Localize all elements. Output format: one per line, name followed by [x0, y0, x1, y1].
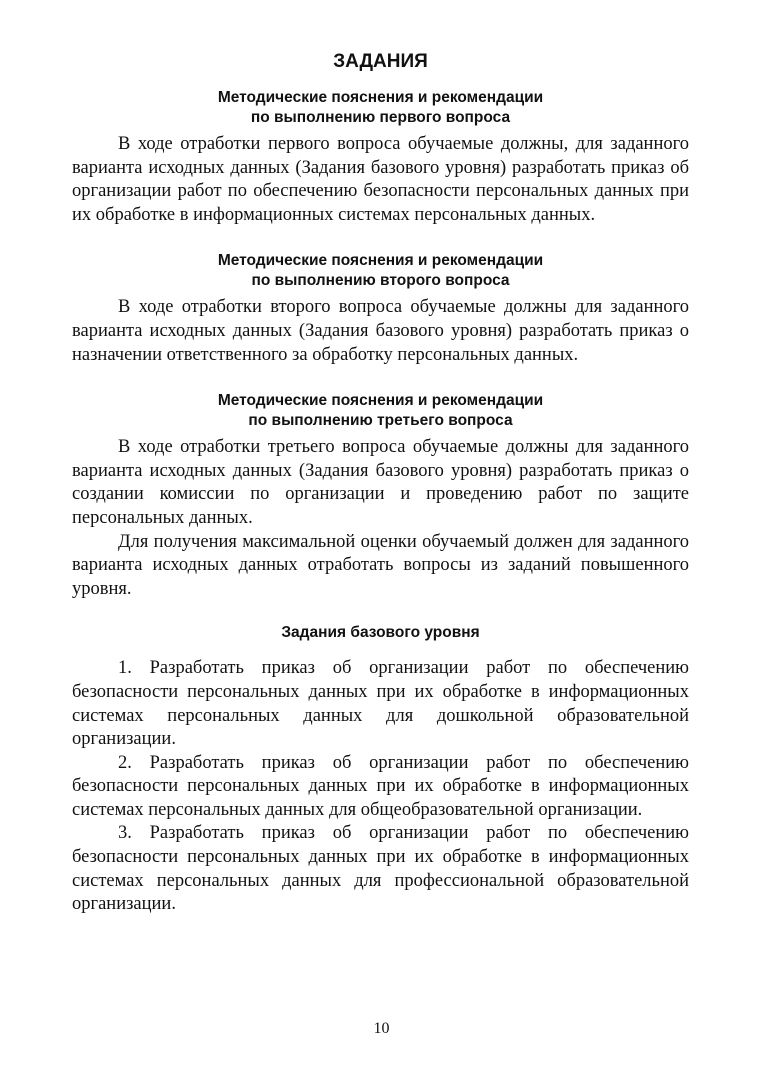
section-heading-line: по выполнению первого вопроса	[250, 109, 511, 126]
basic-level-heading: Задания базового уровня	[281, 624, 480, 642]
section-heading-line: по выполнению второго вопроса	[251, 272, 510, 290]
section-heading	[72, 391, 689, 431]
task-item: 3. Разработать приказ об организации работ по обеспечению безопасности персональных данных при их обработке в информационных системах персональных данных для профессиональной образовательной организации.	[72, 823, 689, 915]
paragraph: В ходе отработки второго вопроса обучаемые должны для заданного варианта исходных данных (Задания базового уровня) разработать приказ о назначении ответственного за обработку персональных данных.	[72, 297, 689, 365]
task-item: 2. Разработать приказ об организации работ по обеспечению безопасности персональных данных при их обработке в информационных системах персональных данных для общеобразовательной организации.	[72, 752, 689, 820]
section-heading-line: Методические пояснения и рекомендации	[217, 89, 544, 106]
section-second-question	[72, 251, 689, 367]
paragraph: В ходе отработки третьего вопроса обучаемые должны для заданного варианта исходных данных (Задания базового уровня) разработать приказ о создании комиссии по организации и проведению работ по защите персональных данных.	[72, 437, 689, 528]
task-item: 1. Разработать приказ об организации работ по обеспечению безопасности персональных данных при их обработке в информационных системах персональных данных для дошкольной образовательной организации.	[72, 658, 689, 750]
section-heading	[72, 251, 689, 291]
section-heading	[72, 88, 689, 128]
section-heading-line: Методические пояснения и рекомендации	[217, 252, 544, 270]
section-heading-line: Методические пояснения и рекомендации	[217, 392, 544, 410]
paragraph: Для получения максимальной оценки обучаемый должен для заданного варианта исходных данных отработать вопросы из заданий повышенного уровня.	[72, 531, 689, 599]
section-third-question	[72, 391, 689, 601]
page-number: 10	[373, 1020, 390, 1037]
page-title: ЗАДАНИЯ	[333, 51, 428, 72]
section-first-question	[72, 88, 689, 227]
document-page	[72, 50, 689, 917]
basic-level-task-list	[72, 657, 689, 917]
section-heading-line: по выполнению третьего вопроса	[248, 412, 513, 430]
paragraph: В ходе отработки первого вопроса обучаемые должны, для заданного варианта исходных данных (Задания базового уровня) разработать приказ об организации работ по обеспечению безопасности персональных данных при их обработке в информационных системах персональных данных.	[72, 134, 689, 225]
